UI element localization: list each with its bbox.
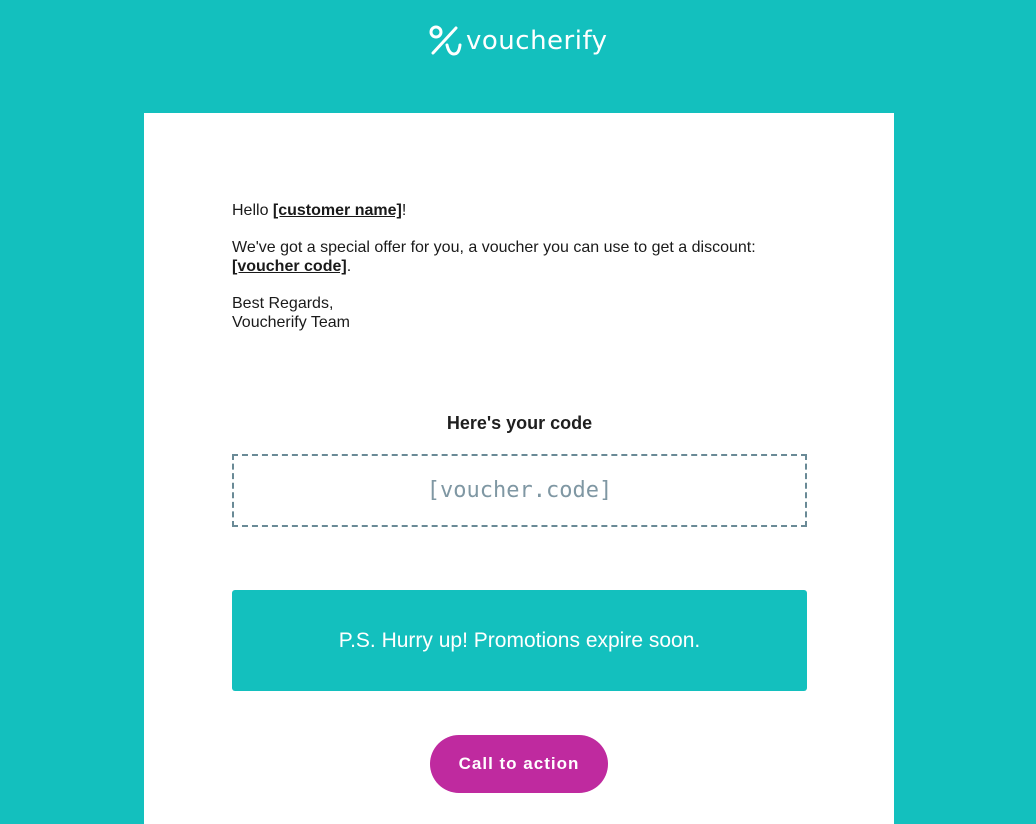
voucher-code-link[interactable]: [voucher code] [232,258,347,275]
percent-icon [428,24,462,58]
customer-name-link[interactable]: [customer name] [272,202,402,219]
regards-text: Best Regards, [232,295,334,312]
offer-text: We've got a special offer for you, a voucher you can use to get a discount: [232,239,756,256]
voucher-code-box[interactable] [232,454,807,527]
promo-banner [232,590,807,691]
greeting-line [232,201,807,220]
email-card [144,113,894,824]
code-heading: Here's your code [446,413,593,433]
letter-body [232,201,807,350]
greeting-suffix: ! [401,202,407,219]
signature [232,294,807,332]
offer-paragraph [232,238,807,276]
greeting-prefix: Hello [232,202,273,219]
logo-text: voucherify [466,26,608,56]
email-header [0,0,1036,113]
offer-suffix: . [346,258,352,275]
voucher-code-value: [voucher.code] [426,478,613,503]
call-to-action-button[interactable]: Call to action [430,735,608,793]
voucherify-logo[interactable] [428,24,608,58]
team-name: Voucherify Team [232,314,350,331]
promo-text: P.S. Hurry up! Promotions expire soon. [338,628,701,652]
